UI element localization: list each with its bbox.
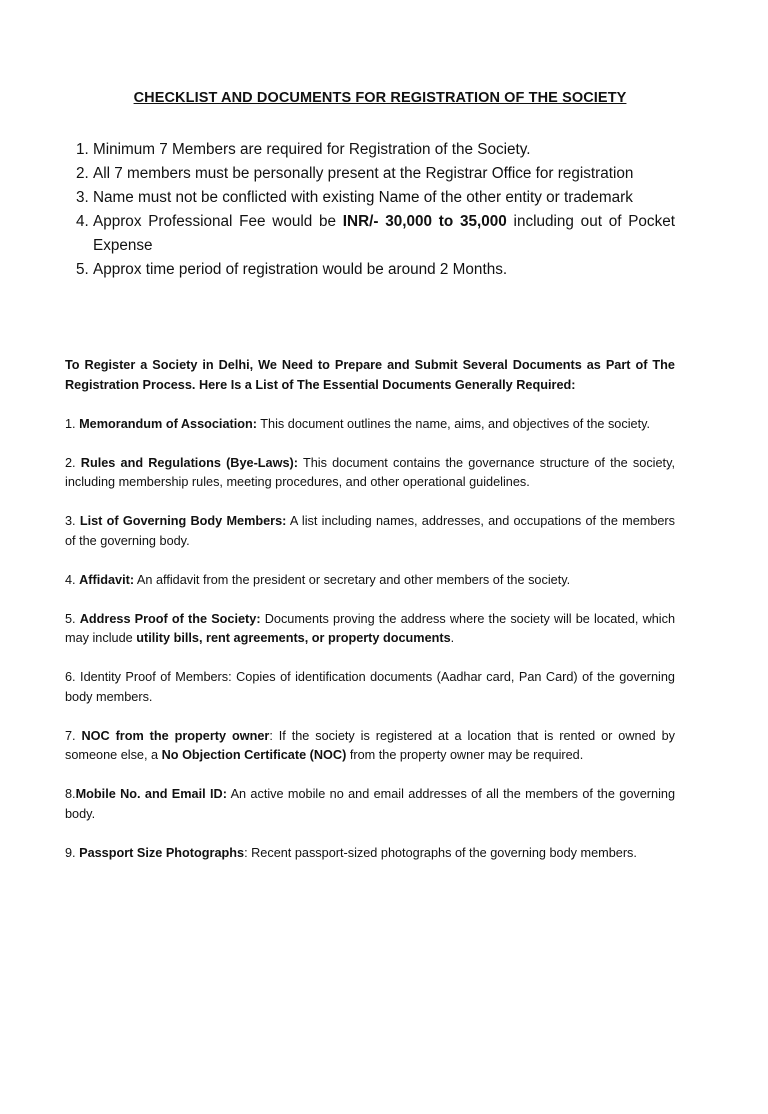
- document-description-end: from the property owner may be required.: [346, 748, 584, 762]
- document-number: 1.: [65, 416, 80, 431]
- document-item: [65, 454, 675, 493]
- document-number: 5.: [65, 611, 80, 626]
- checklist-item-text: Approx Professional Fee would be: [93, 213, 343, 230]
- document-item: [65, 844, 675, 864]
- checklist-item: [93, 186, 675, 210]
- checklist-item-text: Minimum 7 Members are required for Registration of the Society.: [93, 141, 531, 158]
- checklist-item: [93, 210, 675, 258]
- checklist-item: [93, 162, 675, 186]
- document-emphasis: utility bills, rent agreements, or property documents: [136, 631, 451, 645]
- document-number: 9.: [65, 845, 80, 860]
- document-description: Identity Proof of Members: Copies of identification documents (Aadhar card, Pan Card) of the governing body members.: [65, 670, 675, 704]
- document-item: [65, 512, 675, 551]
- checklist-item: [93, 258, 675, 282]
- document-label: NOC from the property owner: [81, 728, 270, 743]
- document-description: An affidavit from the president or secretary and other members of the society.: [134, 572, 571, 587]
- document-label: List of Governing Body Members:: [79, 514, 287, 528]
- document-description: This document outlines the name, aims, and objectives of the society.: [256, 416, 651, 431]
- checklist-item-text: Name must not be conflicted with existing Name of the other entity or trademark: [93, 189, 633, 206]
- document-description: : Recent passport-sized photographs of the governing body members.: [244, 845, 637, 860]
- document-description-end: .: [450, 631, 455, 645]
- document-label: Rules and Regulations (Bye-Laws):: [80, 455, 298, 470]
- document-number: 4.: [65, 572, 80, 587]
- document-item: [65, 785, 675, 824]
- document-number: 2.: [65, 455, 81, 470]
- document-label: Mobile No. and Email ID:: [75, 787, 227, 801]
- document-description: A list including names, addresses, and occupations of the members of the governing body.: [65, 514, 676, 548]
- document-label: Affidavit:: [79, 572, 135, 587]
- intro-paragraph: To Register a Society in Delhi, We Need to Prepare and Submit Several Documents as Part of The Registration Process. Here Is a List of The Essential Documents Generally Required:: [65, 358, 675, 392]
- document-label: Address Proof of the Society:: [79, 611, 261, 626]
- checklist: [65, 138, 675, 282]
- document-emphasis: No Objection Certificate (NOC): [161, 748, 347, 762]
- document-description: : If the society is registered at a location that is rented or owned by someone else, a: [65, 728, 675, 762]
- checklist-item: [93, 138, 675, 162]
- document-number: 3.: [65, 514, 80, 528]
- document-item: [65, 571, 675, 591]
- checklist-item-text: Approx time period of registration would be around 2 Months.: [93, 261, 508, 278]
- document-number: 6.: [65, 670, 81, 684]
- document-description: Documents proving the address where the society will be located, which may include: [65, 611, 676, 645]
- document-item: [65, 668, 675, 707]
- document-description: An active mobile no and email addresses of all the members of the governing body.: [65, 787, 675, 821]
- checklist-item-text: All 7 members must be personally present at the Registrar Office for registration: [93, 165, 634, 182]
- document-number: 7.: [65, 728, 82, 743]
- document-description: This document contains the governance structure of the society, including membership rules, meeting procedures, and other operational guidelines.: [65, 455, 676, 489]
- document-item: [65, 415, 675, 435]
- document-page: [0, 90, 768, 1114]
- checklist-item-text: including out of Pocket Expense: [93, 213, 675, 254]
- document-item: [65, 610, 675, 649]
- document-number: 8.: [65, 787, 76, 801]
- document-item: [65, 727, 675, 766]
- document-label: Memorandum of Association:: [79, 416, 257, 431]
- professional-fee-amount: INR/- 30,000 to 35,000: [342, 213, 507, 230]
- page-title: CHECKLIST AND DOCUMENTS FOR REGISTRATION OF THE SOCIETY: [133, 90, 627, 106]
- document-label: Passport Size Photographs: [79, 845, 245, 860]
